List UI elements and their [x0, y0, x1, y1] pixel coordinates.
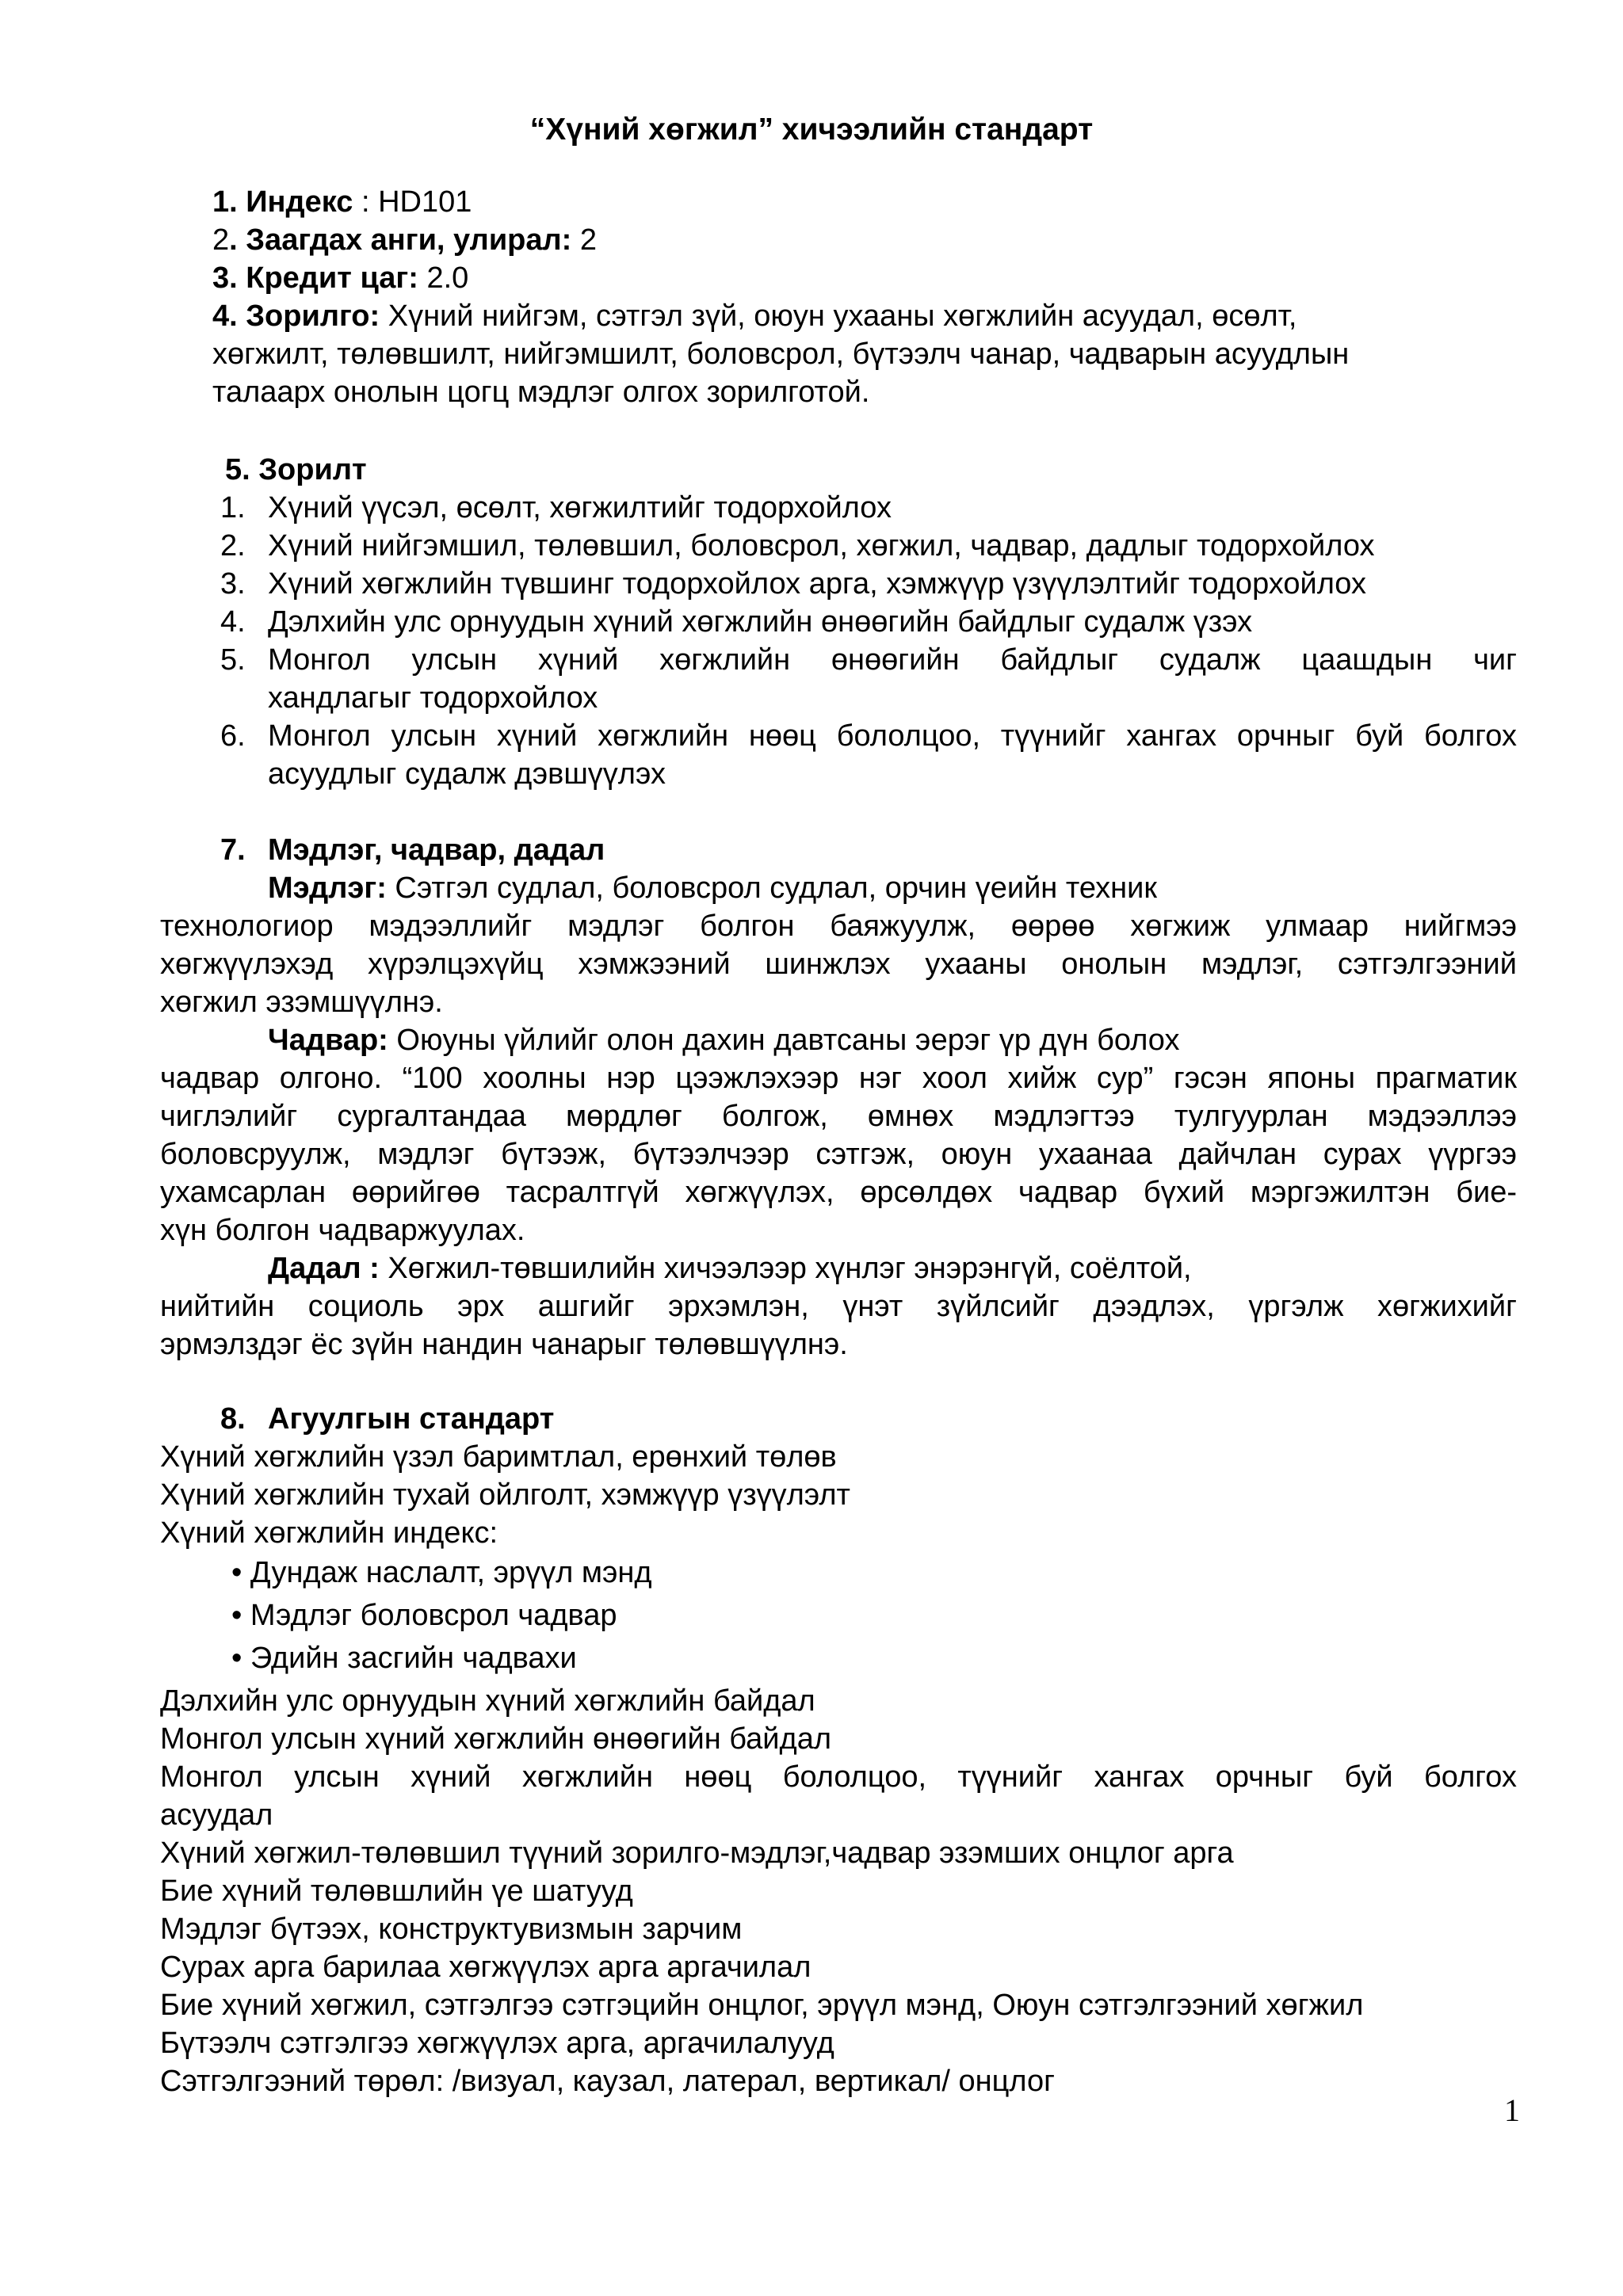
- objective-num-3: 3.: [220, 567, 246, 601]
- skills-heading-text: Мэдлэг, чадвар, дадал: [268, 833, 605, 867]
- knowledge-line-4: хөгжил эзэмшүүлнэ.: [160, 986, 443, 1019]
- knowledge-line-2: технологиор мэдээллийг мэдлэг болгон баяжуулж, өөрөө хөгжиж улмаар нийгмээ: [160, 910, 1517, 943]
- ability-line-1: [268, 1022, 1180, 1059]
- index-label: 1. Индекс: [212, 185, 353, 219]
- skills-num-text: 7.: [220, 833, 246, 867]
- objective-num-4: 4.: [220, 605, 246, 639]
- semester-num: 2: [212, 223, 230, 257]
- objective-num-6: 6.: [220, 719, 246, 753]
- content-line-a1: Хүний хөгжлийн үзэл баримтлал, ерөнхий төлөв: [160, 1440, 837, 1474]
- bullet-text-2: Мэдлэг боловсрол чадвар: [250, 1599, 617, 1632]
- habit-text-1: Хөгжил-төвшилийн хичээлээр хүнлэг энэрэнгүй, соёлтой,: [379, 1252, 1192, 1285]
- skills-heading: [268, 832, 605, 869]
- content-heading-text: Агуулгын стандарт: [268, 1402, 555, 1436]
- knowledge-text-1: Сэтгэл судлал, боловсрол судлал, орчин үеийн техник: [386, 871, 1157, 905]
- bullet-item-2: [231, 1597, 617, 1634]
- index-value: HD101: [378, 185, 472, 219]
- objectives-heading: [225, 452, 367, 489]
- content-line-b2: Монгол улсын хүний хөгжлийн өнөөгийн байдал: [160, 1722, 832, 1756]
- document-title: “Хүний хөгжил” хичээлийн стандарт: [529, 113, 1094, 147]
- credit-label: 3. Кредит цаг:: [212, 261, 418, 295]
- content-line-c5: Бие хүний хөгжил, сэтгэлгээ сэтгэцийн онцлог, эрүүл мэнд, Оюун сэтгэлгээний хөгжил: [160, 1989, 1364, 2022]
- objective-text-6: Монгол улсын хүний хөгжлийн нөөц бололцоо, түүнийг хангах орчныг буй болгох: [268, 719, 1517, 753]
- content-justified-line: Монгол улсын хүний хөгжлийн нөөц бололцоо, түүнийг хангах орчныг буй болгох: [160, 1760, 1517, 1794]
- ability-line-3: чиглэлийг сургалтандаа мөрдлөг болгож, өмнөх мэдлэгтээ тулгуурлан мэдээллээ: [160, 1100, 1517, 1133]
- bullet-item-1: [231, 1554, 652, 1592]
- objective-num-1: 1.: [220, 491, 246, 524]
- objective-text-4: Дэлхийн улс орнуудын хүний хөгжлийн өнөөгийн байдлыг судалж үзэх: [268, 605, 1253, 639]
- goal-line-1: [212, 298, 1296, 335]
- habit-line-3: эрмэлздэг ёс зүйн нандин чанарыг төлөвшүүлнэ.: [160, 1328, 848, 1361]
- content-line-a3: Хүний хөгжлийн индекс:: [160, 1516, 498, 1550]
- goal-line-3: талаарх онолын цогц мэдлэг олгох зорилготой.: [212, 376, 870, 409]
- ability-line-2: чадвар олгоно. “100 хоолны нэр цээжлэхээр нэг хоол хийж сур” гэсэн японы прагматик: [160, 1062, 1517, 1095]
- objective-num-2: 2.: [220, 529, 246, 563]
- bullet-symbol: •: [231, 1556, 242, 1589]
- credit-value: 2.0: [418, 261, 469, 295]
- credit-line: [212, 260, 468, 297]
- content-line-a2: Хүний хөгжлийн тухай ойлголт, хэмжүүр үзүүлэлт: [160, 1478, 850, 1512]
- index-line: [212, 184, 472, 221]
- content-num-text: 8.: [220, 1402, 246, 1436]
- objective-text-3: Хүний хөгжлийн түвшинг тодорхойлох арга, хэмжүүр үзүүлэлтийг тодорхойлох: [268, 567, 1367, 601]
- objective-text-1: Хүний үүсэл, өсөлт, хөгжилтийг тодорхойлох: [268, 491, 892, 524]
- semester-value: 2: [571, 223, 598, 257]
- content-line-c7: Сэтгэлгээний төрөл: /визуал, каузал, латерал, вертикал/ онцлог: [160, 2065, 1056, 2098]
- ability-line-4: боловсруулж, мэдлэг бүтээж, бүтээлчээр сэтгэж, оюун ухаанаа дайчлан сурах үүргээ: [160, 1138, 1517, 1171]
- goal-line-2: хөгжилт, төлөвшилт, нийгэмшилт, боловсрол, бүтээлч чанар, чадварын асуудлын: [212, 338, 1350, 371]
- knowledge-line-1: [268, 870, 1157, 907]
- content-num: [220, 1401, 246, 1438]
- content-line-c2: Бие хүний төлөвшлийн үе шатууд: [160, 1875, 633, 1908]
- habit-line-2: нийтийн социоль эрх ашгийг эрхэмлэн, үнэт зүйлсийг дээдлэх, үргэлж хөгжихийг: [160, 1290, 1517, 1323]
- objective-text-6-cont: асуудлыг судалж дэвшүүлэх: [268, 757, 666, 791]
- bullet-symbol: •: [231, 1642, 242, 1675]
- bullet-text-1: Дундаж наслалт, эрүүл мэнд: [250, 1556, 652, 1589]
- goal-text-1: Хүний нийгэм, сэтгэл зүй, оюун ухааны хөгжлийн асуудал, өсөлт,: [380, 299, 1297, 333]
- index-sep: :: [353, 185, 379, 219]
- content-line-c6: Бүтээлч сэтгэлгээ хөгжүүлэх арга, аргачилалууд: [160, 2027, 834, 2060]
- objective-text-5-cont: хандлагыг тодорхойлох: [268, 681, 598, 715]
- ability-text-1: Оюуны үйлийг олон дахин давтсаны эерэг үр дүн болох: [388, 1024, 1180, 1057]
- content-justified-cont: асуудал: [160, 1798, 273, 1832]
- content-heading: [268, 1401, 554, 1438]
- bullet-text-3: Эдийн засгийн чадвахи: [250, 1642, 577, 1675]
- goal-label: 4. Зорилго:: [212, 299, 380, 333]
- ability-line-6: хүн болгон чадваржуулах.: [160, 1214, 525, 1247]
- habit-label: Дадал :: [268, 1252, 380, 1285]
- habit-line-1: [268, 1250, 1192, 1287]
- bullet-item-3: [231, 1640, 577, 1677]
- content-line-c4: Сурах арга барилаа хөгжүүлэх арга аргачилал: [160, 1951, 812, 1984]
- ability-line-5: ухамсарлан өөрийгөө тасралтгүй хөгжүүлэх, өрсөлдөх чадвар бүхий мэргэжилтэн бие-: [160, 1176, 1517, 1209]
- page-number: 1: [1504, 2092, 1520, 2128]
- semester-line: [212, 222, 597, 259]
- objective-text-2: Хүний нийгэмшил, төлөвшил, боловсрол, хөгжил, чадвар, дадлыг тодорхойлох: [268, 529, 1375, 563]
- objective-text-5: Монгол улсын хүний хөгжлийн өнөөгийн байдлыг судалж цаашдын чиг: [268, 643, 1517, 677]
- content-line-b1: Дэлхийн улс орнуудын хүний хөгжлийн байдал: [160, 1684, 815, 1718]
- skills-num: [220, 832, 246, 869]
- knowledge-line-3: хөгжүүлэхэд хүрэлцэхүйц хэмжээний шинжлэх ухааны онолын мэдлэг, сэтгэлгээний: [160, 948, 1517, 981]
- content-line-c1: Хүний хөгжил-төлөвшил түүний зорилго-мэдлэг,чадвар эзэмших онцлог арга: [160, 1836, 1234, 1870]
- content-line-c3: Мэдлэг бүтээх, конструктувизмын зарчим: [160, 1913, 743, 1946]
- semester-label: . Заагдах анги, улирал:: [229, 223, 572, 257]
- objective-num-5: 5.: [220, 643, 246, 677]
- bullet-symbol: •: [231, 1599, 242, 1632]
- objectives-heading-text: 5. Зорилт: [225, 453, 367, 486]
- knowledge-label: Мэдлэг:: [268, 871, 387, 905]
- ability-label: Чадвар:: [268, 1024, 388, 1057]
